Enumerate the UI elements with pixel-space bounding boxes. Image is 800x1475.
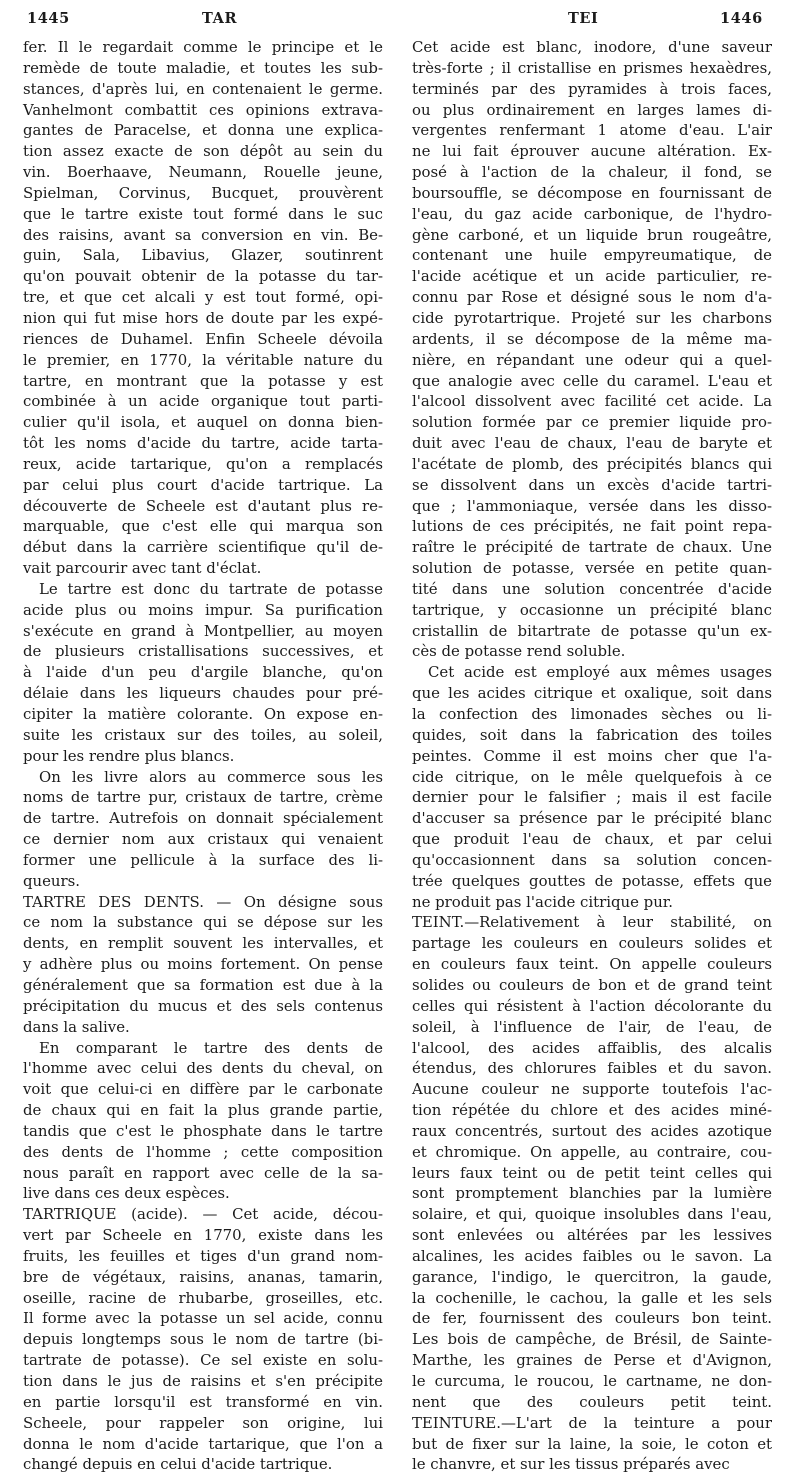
text-line: gène carboné, et un liquide brun rougeâtre, xyxy=(412,225,772,244)
text-line: On les livre alors au commerce sous les xyxy=(39,767,383,786)
text-line: donna le nom d'acide tartarique, que l'on a xyxy=(23,1434,383,1453)
text-line: Il forme avec la potasse un sel acide, connu xyxy=(23,1309,383,1328)
text-line: partage les couleurs en couleurs solides et xyxy=(412,934,772,953)
text-line: début dans la carrière scientifique qu'il de- xyxy=(23,538,383,557)
text-line: la cochenille, le cachou, la galle et les sels xyxy=(412,1288,772,1307)
text-line: d'accuser sa présence par le précipité blanc xyxy=(412,809,772,828)
text-line: Le tartre est donc du tartrate de potasse xyxy=(39,579,383,598)
text-line: tartrate de potasse). Ce sel existe en solu- xyxy=(23,1351,383,1370)
text-line: vergentes renfermant 1 atome d'eau. L'air xyxy=(412,121,772,140)
text-line: dans la salive. xyxy=(23,1017,130,1036)
text-line: tartre, en montrant que la potasse y est xyxy=(23,371,383,390)
text-line: Marthe, les graines de Perse et d'Avignon, xyxy=(412,1351,772,1370)
text-line: solution formée par ce premier liquide pro- xyxy=(412,413,772,432)
text-line: délaie dans les liqueurs chaudes pour pré- xyxy=(23,684,383,703)
text-line: cristallin de bitartrate de potasse qu'un ex- xyxy=(412,621,772,640)
text-line: que ; l'ammoniaque, versée dans les disso- xyxy=(412,496,772,515)
text-line: tartrique, y occasionne un précipité blanc xyxy=(412,600,772,619)
text-line: vin. Boerhaave, Neumann, Rouelle jeune, xyxy=(23,163,383,182)
text-line: nent que des couleurs petit teint. xyxy=(412,1392,772,1411)
text-line: TARTRIQUE (acide). — Cet acide, décou- xyxy=(23,1205,383,1224)
text-line: des dents de l'homme ; cette composition xyxy=(23,1142,383,1161)
text-line: cide citrique, on le mêle quelquefois à ce xyxy=(412,767,772,786)
text-line: l'homme avec celui des dents du cheval, on xyxy=(23,1059,383,1078)
text-line: tion dans le jus de raisins et s'en précipite xyxy=(23,1372,383,1390)
text-line: tion répétée du chlore et des acides miné- xyxy=(412,1101,772,1120)
text-line: guin, Sala, Libavius, Glazer, soutinrent xyxy=(23,246,383,265)
header-rule xyxy=(20,30,780,31)
text-line: pour les rendre plus blancs. xyxy=(23,746,235,765)
text-line: tité dans une solution concentrée d'acide xyxy=(412,579,772,598)
text-line: nière, en répandant une odeur qui a quel- xyxy=(412,350,772,369)
text-line: duit avec l'eau de chaux, l'eau de baryte et xyxy=(412,434,772,453)
text-line: Vanhelmont combattit ces opinions extrava- xyxy=(23,100,383,119)
text-line: le premier, en 1770, la véritable nature du xyxy=(23,350,383,369)
text-line: vert par Scheele en 1770, existe dans les xyxy=(23,1226,383,1245)
text-line: bre de végétaux, raisins, ananas, tamarin, xyxy=(23,1267,383,1286)
text-line: cipiter la matière colorante. On expose en- xyxy=(23,705,383,723)
text-line: suite les cristaux sur des toiles, au soleil, xyxy=(23,725,383,744)
text-line: vait parcourir avec tant d'éclat. xyxy=(23,559,262,578)
text-line: ne produit pas l'acide citrique pur. xyxy=(412,892,674,911)
text-line: dents, en remplit souvent les intervalles, et xyxy=(23,934,383,953)
text-line: qu'occasionnent dans sa solution concen- xyxy=(412,850,772,869)
text-line: l'eau, du gaz acide carbonique, de l'hydro- xyxy=(412,204,772,223)
text-line: généralement que sa formation est due à la xyxy=(23,975,383,994)
text-line: l'alcool dissolvent avec facilité cet acide. La xyxy=(412,392,772,411)
text-line: queurs. xyxy=(23,871,81,890)
text-line: soleil, à l'influence de l'air, de l'eau, de xyxy=(412,1017,772,1036)
text-line: Les bois de campêche, de Brésil, de Sainte- xyxy=(412,1330,772,1349)
text-line: leurs faux teint ou de petit teint celles qui xyxy=(412,1163,772,1182)
text-line: reux, acide tartarique, qu'on a remplacés xyxy=(23,454,383,473)
text-line: fer. Il le regardait comme le principe et le xyxy=(23,38,383,56)
text-line: se dissolvent dans un excès d'acide tartri- xyxy=(412,475,772,494)
text-line: lutions de ces précipités, ne fait point repa- xyxy=(412,517,772,536)
text-line: Cet acide est blanc, inodore, d'une saveur xyxy=(412,38,772,56)
right-column xyxy=(412,37,772,1475)
text-line: très-forte ; il cristallise en prismes hexaèdres, xyxy=(412,58,772,77)
text-line: ne lui fait éprouver aucune altération. Ex- xyxy=(412,142,772,161)
text-line: cès de potasse rend soluble. xyxy=(412,642,626,661)
text-line: TEINTURE.—L'art de la teinture a pour xyxy=(412,1413,772,1432)
text-line: le curcuma, le roucou, le cartname, ne don- xyxy=(412,1372,772,1390)
text-line: nion qui fut mise hors de doute par les expé- xyxy=(23,308,383,327)
text-line: voit que celui-ci en diffère par le carbonate xyxy=(23,1080,383,1099)
text-line: TEINT.—Relativement à leur stabilité, on xyxy=(412,913,772,932)
text-line: s'exécute en grand à Montpellier, au moyen xyxy=(23,621,383,640)
text-line: stances, d'après lui, en contenaient le germe. xyxy=(23,79,383,98)
text-line: solides ou couleurs de bon et de grand teint xyxy=(412,975,772,994)
text-line: cide pyrotartrique. Projeté sur les charbons xyxy=(412,308,772,327)
text-line: l'acétate de plomb, des précipités blancs qui xyxy=(412,454,772,473)
text-line: riences de Duhamel. Enfin Scheele dévoila xyxy=(23,329,383,348)
text-line: de chaux qui en fait la plus grande partie, xyxy=(23,1101,383,1120)
text-line: noms de tartre pur, cristaux de tartre, crème xyxy=(23,788,383,807)
text-line: ou plus ordinairement en larges lames di- xyxy=(412,100,772,119)
text-line: Cet acide est employé aux mêmes usages xyxy=(428,663,772,682)
text-line: boursouffle, se décompose en fournissant de xyxy=(412,183,772,202)
text-line: de tartre. Autrefois on donnait spécialement xyxy=(23,809,383,828)
text-line: solaire, et qui, quoique insolubles dans l'eau, xyxy=(412,1205,772,1224)
text-line: découverte de Scheele est d'autant plus re- xyxy=(23,496,383,515)
guide-word-right: TEI xyxy=(568,10,599,27)
text-line: ce dernier nom aux cristaux qui venaient xyxy=(23,830,383,849)
text-line: en partie lorsqu'il est transformé en vin. xyxy=(23,1392,383,1411)
text-line: Aucune couleur ne supporte toutefois l'ac- xyxy=(412,1080,772,1099)
text-line: acide plus ou moins impur. Sa purification xyxy=(23,600,383,619)
text-line: que analogie avec celle du caramel. L'eau et xyxy=(412,371,772,390)
left-column xyxy=(23,37,383,1475)
text-line: celles qui résistent à l'action décolorante du xyxy=(412,996,772,1015)
text-line: de plusieurs cristallisations successives, et xyxy=(23,642,383,661)
text-line: sont enlevées ou altérées par les lessives xyxy=(412,1226,772,1245)
text-line: de fer, fournissent des couleurs bon teint. xyxy=(412,1309,772,1328)
text-line: que produit l'eau de chaux, et par celui xyxy=(412,830,772,849)
text-line: la confection des limonades sèches ou li- xyxy=(412,705,772,723)
text-line: TARTRE DES DENTS. — On désigne sous xyxy=(23,892,383,911)
text-line: live dans ces deux espèces. xyxy=(23,1184,230,1203)
text-line: ardents, il se décompose de la même ma- xyxy=(412,329,772,348)
text-line: changé depuis en celui d'acide tartrique. xyxy=(23,1455,333,1474)
text-line: marquable, que c'est elle qui marqua son xyxy=(23,517,383,536)
text-line: remède de toute maladie, et toutes les sub- xyxy=(23,58,383,77)
text-line: Scheele, pour rappeler son origine, lui xyxy=(23,1413,383,1432)
text-line: former une pellicule à la surface des li- xyxy=(23,850,383,869)
text-line: sont promptement blanchies par la lumière xyxy=(412,1184,772,1203)
text-line: ce nom la substance qui se dépose sur les xyxy=(23,913,383,932)
page-number-left: 1445 xyxy=(27,10,70,27)
text-line: contenant une huile empyreumatique, de xyxy=(412,246,772,265)
text-line: qu'on pouvait obtenir de la potasse du tar- xyxy=(23,267,383,286)
text-line: étendus, des chlorures faibles et du savon. xyxy=(412,1059,772,1078)
text-line: garance, l'indigo, le quercitron, la gaude, xyxy=(412,1267,772,1286)
text-line: combinée à un acide organique tout parti- xyxy=(23,392,383,411)
text-line: en couleurs faux teint. On appelle couleurs xyxy=(412,955,772,974)
text-line: l'alcool, des acides affaiblis, des alcalis xyxy=(412,1038,772,1057)
text-line: En comparant le tartre des dents de xyxy=(39,1038,383,1057)
text-line: terminés par des pyramides à trois faces, xyxy=(412,79,772,98)
text-line: y adhère plus ou moins fortement. On pense xyxy=(23,955,383,974)
text-line: tandis que c'est le phosphate dans le tartre xyxy=(23,1121,383,1140)
text-line: solution de potasse, versée en petite quan- xyxy=(412,559,772,578)
text-line: connu par Rose et désigné sous le nom d'a- xyxy=(412,288,772,307)
page-number-right: 1446 xyxy=(720,10,763,27)
text-line: depuis longtemps sous le nom de tartre (bi- xyxy=(23,1330,383,1349)
text-line: trée quelques gouttes de potasse, effets que xyxy=(412,871,772,890)
text-line: que le tartre existe tout formé dans le suc xyxy=(23,204,383,223)
text-line: l'acide acétique et un acide particulier, re- xyxy=(412,267,772,286)
text-line: tôt les noms d'acide du tartre, acide tarta- xyxy=(23,434,383,453)
text-line: Spielman, Corvinus, Bucquet, prouvèrent xyxy=(23,183,383,202)
text-line: oseille, racine de rhubarbe, groseilles, etc. xyxy=(23,1288,383,1307)
text-line: dernier pour le falsifier ; mais il est facile xyxy=(412,788,772,807)
text-line: culier qu'il isola, et auquel on donna bien- xyxy=(23,413,383,432)
text-line: alcalines, les acides faibles ou le savon. La xyxy=(412,1246,772,1265)
text-line: peintes. Comme il est moins cher que l'a- xyxy=(412,746,772,765)
text-line: et chromique. On appelle, au contraire, cou- xyxy=(412,1142,772,1161)
text-line: tion assez exacte de son dépôt au sein du xyxy=(23,142,383,161)
text-line: précipitation du mucus et des sels contenus xyxy=(23,996,383,1015)
text-line: à l'aide d'un peu d'argile blanche, qu'on xyxy=(23,663,383,682)
text-line: par celui plus court d'acide tartrique. La xyxy=(23,475,383,494)
text-line: fruits, les feuilles et tiges d'un grand nom- xyxy=(23,1246,383,1265)
text-line: but de fixer sur la laine, la soie, le coton et xyxy=(412,1434,772,1453)
text-line: tre, et que cet alcali y est tout formé, opi- xyxy=(23,288,383,307)
guide-word-left: TAR xyxy=(202,10,238,27)
text-line: gantes de Paracelse, et donna une explica- xyxy=(23,121,383,140)
text-line: nous paraît en rapport avec celle de la sa- xyxy=(23,1163,383,1182)
text-line: le chanvre, et sur les tissus préparés avec xyxy=(412,1455,730,1474)
text-line: des raisins, avant sa conversion en vin. Be- xyxy=(23,225,383,244)
text-line: raître le précipité de tartrate de chaux. Une xyxy=(412,538,772,557)
text-line: que les acides citrique et oxalique, soit dans xyxy=(412,684,772,703)
text-line: quides, soit dans la fabrication des toiles xyxy=(412,725,772,744)
text-line: posé à l'action de la chaleur, il fond, se xyxy=(412,163,772,182)
text-line: raux concentrés, surtout des acides azotique xyxy=(412,1121,772,1140)
